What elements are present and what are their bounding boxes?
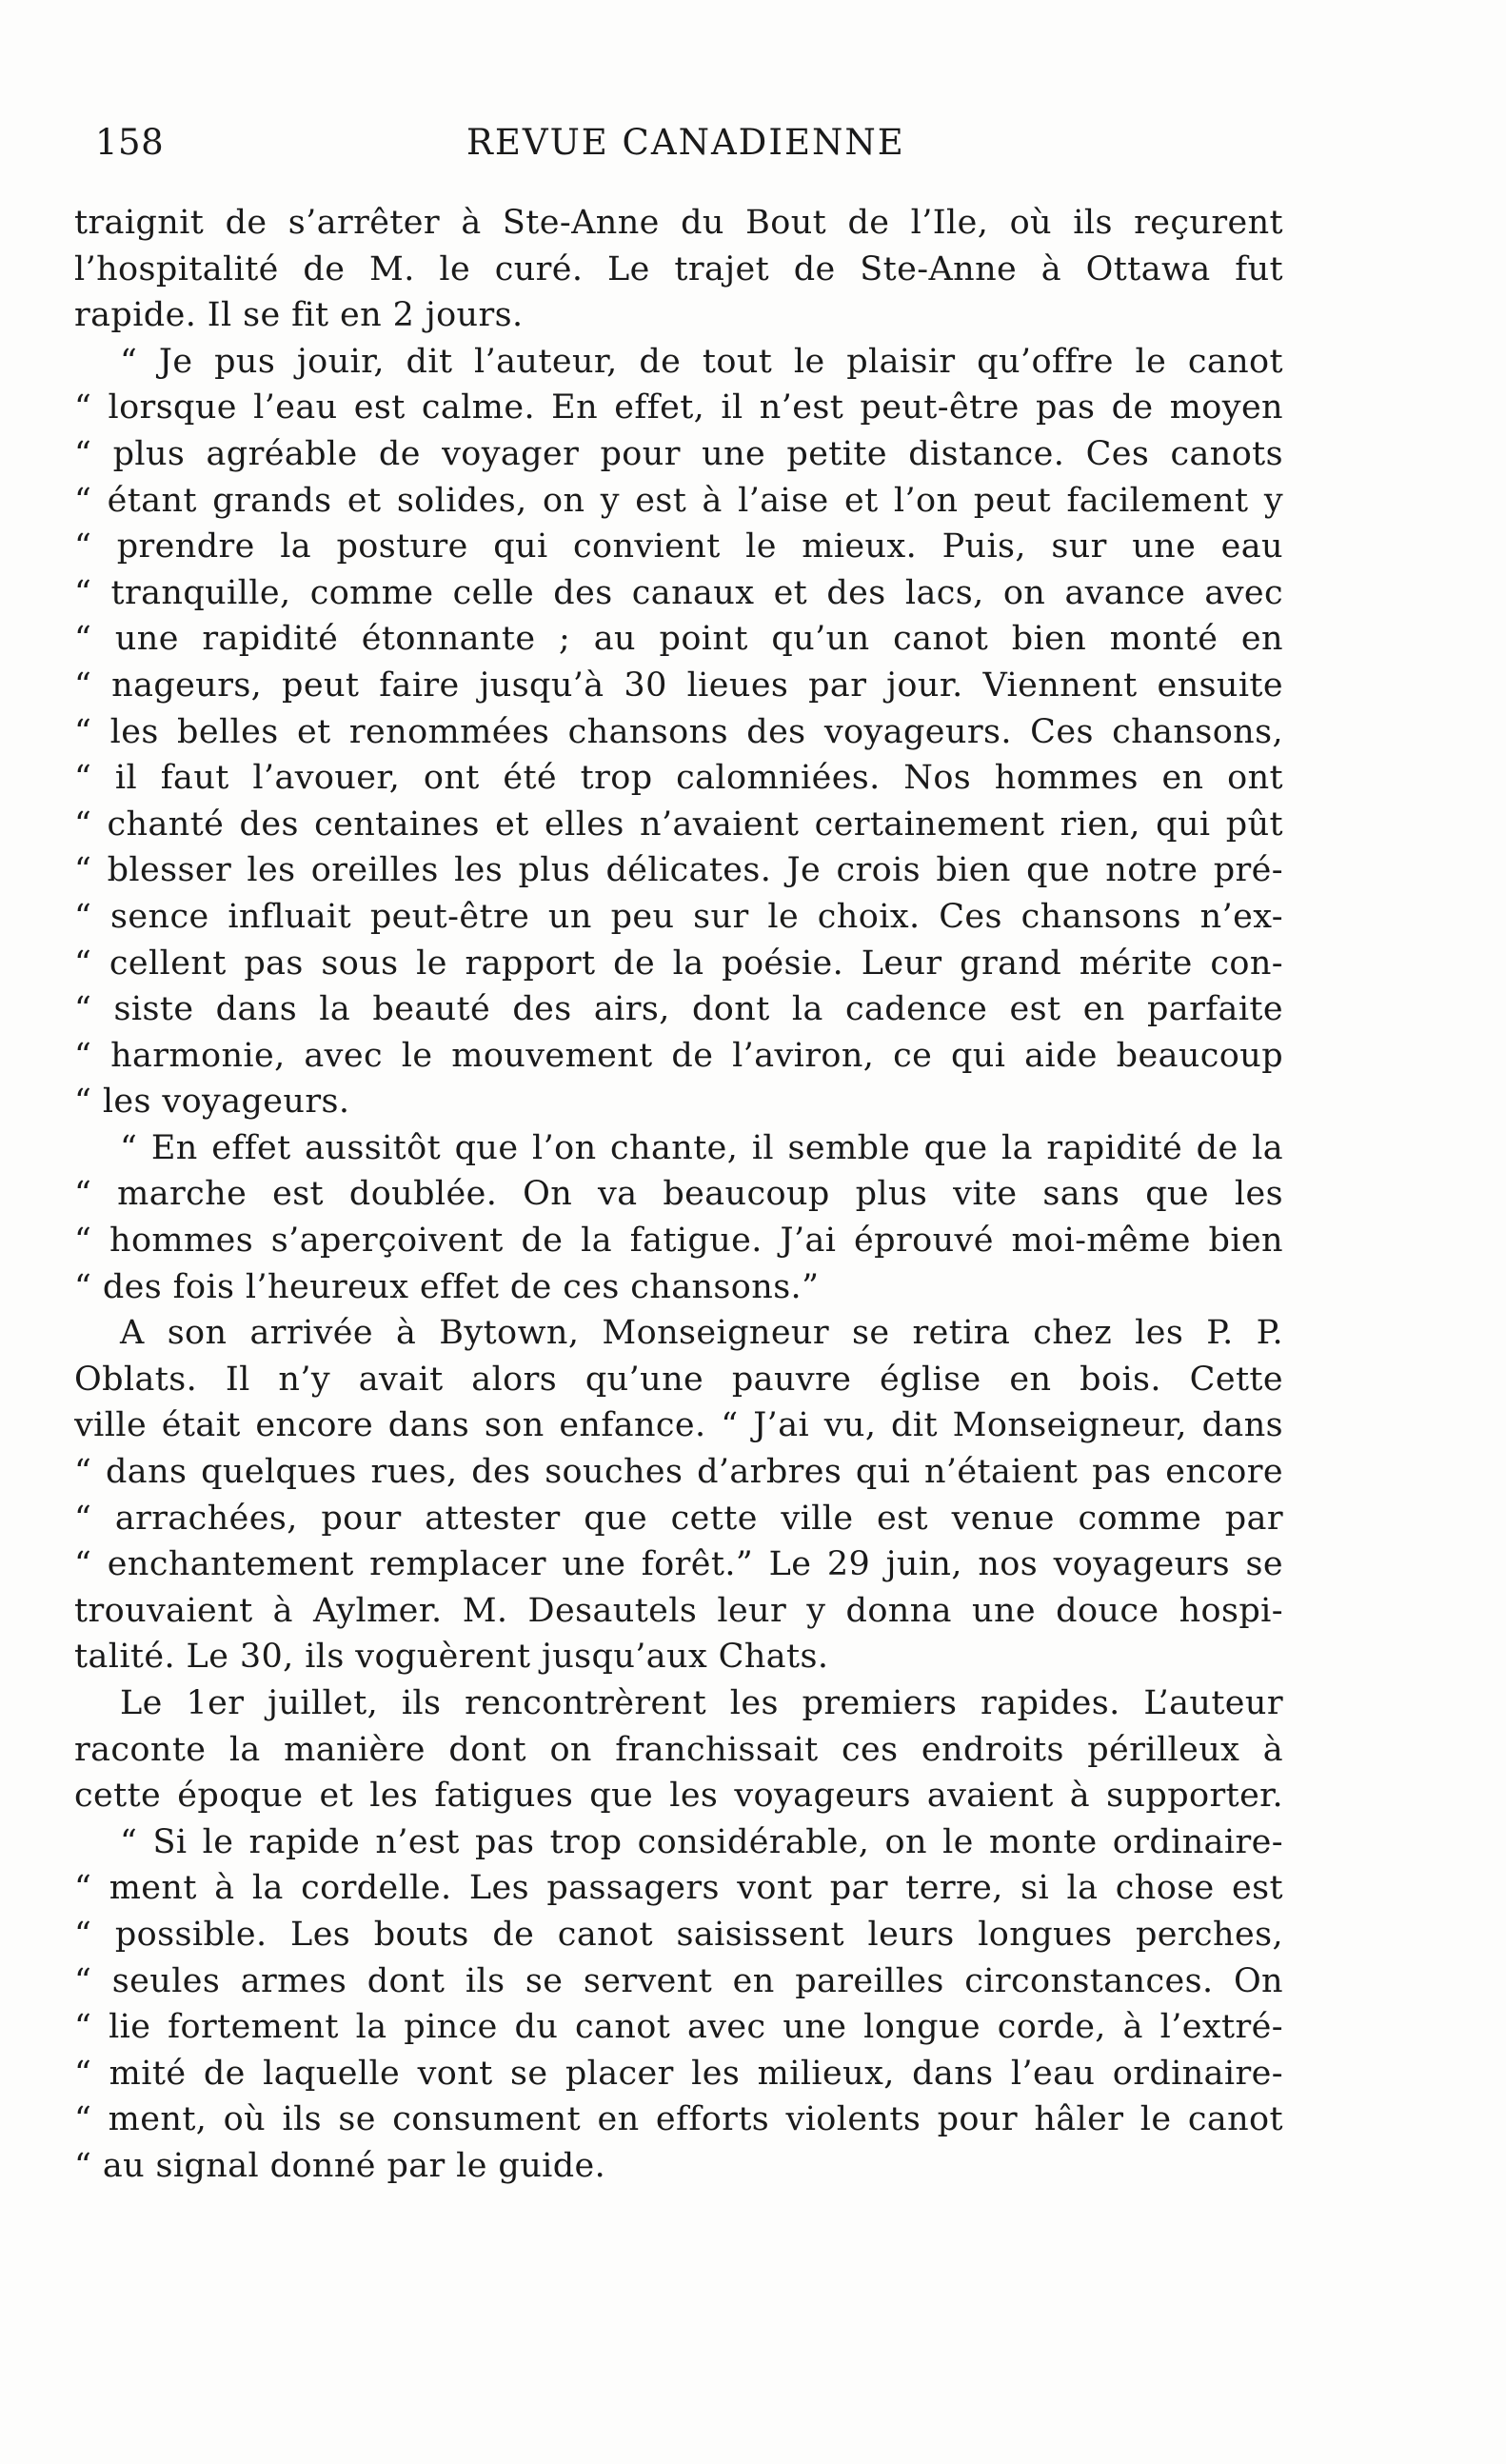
text-line: traignit de s’arrêter à Ste-Anne du Bout de l’Ile, où ils reçurent [74, 204, 1283, 242]
text-line: “ mité de laquelle vont se placer les milieux, dans l’eau ordinaire- [74, 2054, 1283, 2093]
text-line: “ siste dans la beauté des airs, dont la cadence est en parfaite [74, 990, 1283, 1029]
text-line: “ En effet aussitôt que l’on chante, il semble que la rapidité de la [120, 1128, 1283, 1167]
page-number: 158 [95, 122, 165, 163]
text-line: “ lorsque l’eau est calme. En effet, il n’est peut-être pas de moyen [74, 388, 1283, 427]
text-line: Le 1er juillet, ils rencontrèrent les premiers rapides. L’auteur [120, 1684, 1283, 1722]
text-line: “ hommes s’aperçoivent de la fatigue. J’ai éprouvé moi-même bien [74, 1222, 1283, 1261]
text-line: “ cellent pas sous le rapport de la poésie. Leur grand mérite con- [74, 944, 1283, 983]
text-line: “ dans quelques rues, des souches d’arbres qui n’étaient pas encore [74, 1453, 1283, 1492]
text-line: “ sence influait peut-être un peu sur le choix. Ces chansons n’ex- [74, 897, 1283, 936]
text-line: “ ment, où ils se consument en efforts violents pour hâler le canot [74, 2100, 1283, 2139]
text-line: “ les voyageurs. [74, 1083, 350, 1122]
text-line: cette époque et les fatigues que les voyageurs avaient à supporter. [74, 1777, 1283, 1816]
text-line: “ blesser les oreilles les plus délicates. Je crois bien que notre pré- [74, 851, 1283, 890]
text-line: “ plus agréable de voyager pour une petite distance. Ces canots [74, 434, 1283, 473]
text-line: “ les belles et renommées chansons des voyageurs. Ces chansons, [74, 712, 1283, 751]
text-line: A son arrivée à Bytown, Monseigneur se retira chez les P. P. [120, 1314, 1283, 1353]
text-line: “ seules armes dont ils se servent en pareilles circonstances. On [74, 1961, 1283, 2000]
text-line: “ marche est doublée. On va beaucoup plus vite sans que les [74, 1175, 1283, 1214]
text-line: “ harmonie, avec le mouvement de l’aviron, ce qui aide beaucoup [74, 1036, 1283, 1075]
text-line: “ ment à la cordelle. Les passagers vont par terre, si la chose est [74, 1869, 1283, 1908]
text-line: ville était encore dans son enfance. “ J’ai vu, dit Monseigneur, dans [74, 1406, 1283, 1445]
text-line: “ arrachées, pour attester que cette ville est venue comme par [74, 1499, 1283, 1538]
text-line: “ Si le rapide n’est pas trop considérable, on le monte ordinaire- [120, 1822, 1283, 1861]
text-line: talité. Le 30, ils voguèrent jusqu’aux Chats. [74, 1638, 829, 1677]
text-line: “ lie fortement la pince du canot avec une longue corde, à l’extré- [74, 2008, 1283, 2047]
text-line: “ possible. Les bouts de canot saisissent leurs longues perches, [74, 1915, 1283, 1954]
text-line: “ des fois l’heureux effet de ces chansons.” [74, 1267, 820, 1306]
page-header [95, 122, 1276, 179]
text-line: “ étant grands et solides, on y est à l’aise et l’on peut facilement y [74, 481, 1283, 520]
text-line: trouvaient à Aylmer. M. Desautels leur y donna une douce hospi- [74, 1591, 1283, 1630]
text-line: “ nageurs, peut faire jusqu’à 30 lieues par jour. Viennent ensuite [74, 666, 1283, 705]
running-title: REVUE CANADIENNE [466, 122, 905, 163]
text-line: raconte la manière dont on franchissait ces endroits périlleux à [74, 1730, 1283, 1769]
body-text [74, 200, 1283, 2190]
text-line: rapide. Il se fit en 2 jours. [74, 296, 524, 335]
text-line: “ prendre la posture qui convient le mieux. Puis, sur une eau [74, 527, 1283, 566]
text-line: “ tranquille, comme celle des canaux et des lacs, on avance avec [74, 573, 1283, 612]
text-line: “ Je pus jouir, dit l’auteur, de tout le plaisir qu’offre le canot [120, 342, 1283, 381]
text-line: “ une rapidité étonnante ; au point qu’un canot bien monté en [74, 620, 1283, 659]
text-line: l’hospitalité de M. le curé. Le trajet de Ste-Anne à Ottawa fut [74, 249, 1283, 288]
text-line: Oblats. Il n’y avait alors qu’une pauvre église en bois. Cette [74, 1360, 1283, 1399]
text-line: “ au signal donné par le guide. [74, 2146, 606, 2185]
text-line: “ il faut l’avouer, ont été trop calomniées. Nos hommes en ont [74, 759, 1283, 798]
text-line: “ chanté des centaines et elles n’avaient certainement rien, qui pût [74, 805, 1283, 844]
text-line: “ enchantement remplacer une forêt.” Le 29 juin, nos voyageurs se [74, 1545, 1283, 1584]
